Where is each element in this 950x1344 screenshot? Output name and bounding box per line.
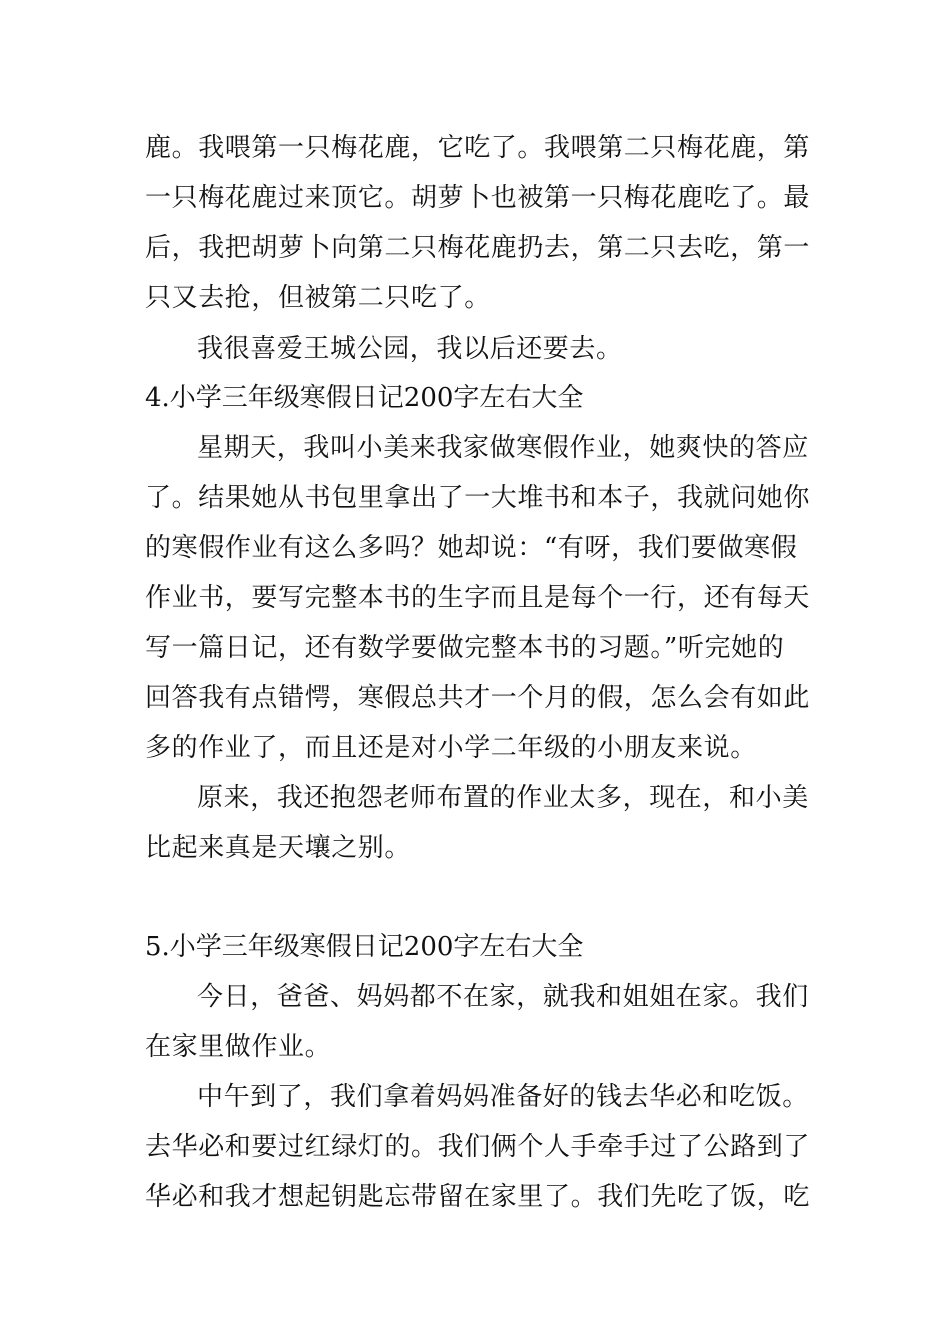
paragraph-line: 鹿。我喂第一只梅花鹿，它吃了。我喂第二只梅花鹿，第 <box>145 133 811 163</box>
paragraph-line: 去华必和要过红绿灯的。我们俩个人手牵手过了公路到了 <box>145 1132 811 1162</box>
paragraph-line: 的寒假作业有这么多吗？她却说：“有呀，我们要做寒假 <box>145 533 798 563</box>
paragraph-line: 回答我有点错愕，寒假总共才一个月的假，怎么会有如此 <box>145 683 811 713</box>
section-heading: 5.小学三年级寒假日记200字左右大全 <box>145 932 584 962</box>
section-heading: 4.小学三年级寒假日记200字左右大全 <box>145 383 584 413</box>
paragraph-line: 作业书，要写完整本书的生字而且是每个一行，还有每天 <box>145 583 811 613</box>
paragraph-line: 华必和我才想起钥匙忘带留在家里了。我们先吃了饭，吃 <box>145 1182 811 1212</box>
paragraph-line: 只又去抢，但被第二只吃了。 <box>145 283 491 313</box>
paragraph-line: 中午到了，我们拿着妈妈准备好的钱去华必和吃饭。 <box>197 1082 809 1112</box>
paragraph-line: 原来，我还抱怨老师布置的作业太多，现在，和小美 <box>197 783 809 813</box>
paragraph-line: 一只梅花鹿过来顶它。胡萝卜也被第一只梅花鹿吃了。最 <box>145 183 811 213</box>
paragraph-line: 在家里做作业。 <box>145 1032 332 1062</box>
paragraph-line: 了。结果她从书包里拿出了一大堆书和本子，我就问她你 <box>145 483 811 513</box>
paragraph-line: 写一篇日记，还有数学要做完整本书的习题。”听完她的 <box>145 633 785 663</box>
paragraph-line: 后，我把胡萝卜向第二只梅花鹿扔去，第二只去吃，第一 <box>145 233 811 263</box>
paragraph-line: 今日，爸爸、妈妈都不在家，就我和姐姐在家。我们 <box>197 982 809 1012</box>
paragraph-line: 比起来真是天壤之别。 <box>145 833 412 863</box>
paragraph-line: 星期天，我叫小美来我家做寒假作业，她爽快的答应 <box>197 433 809 463</box>
paragraph-line: 多的作业了，而且还是对小学二年级的小朋友来说。 <box>145 733 757 763</box>
paragraph-line: 我很喜爱王城公园，我以后还要去。 <box>197 334 623 364</box>
